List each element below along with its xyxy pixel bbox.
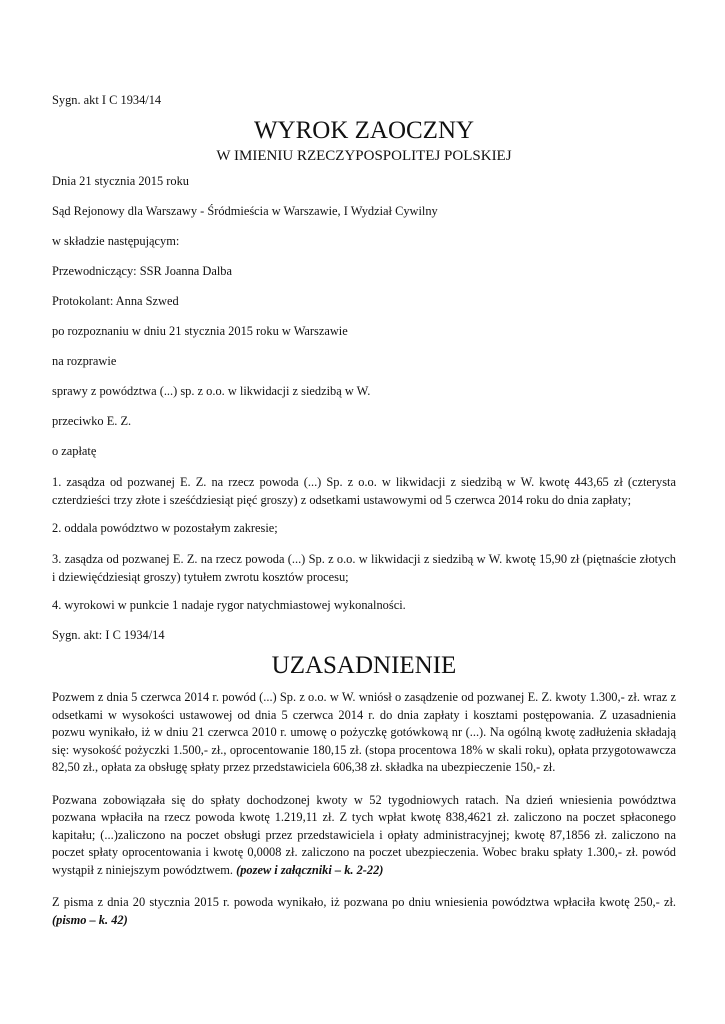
court-composition: w składzie następującym: — [52, 234, 180, 248]
court-name: Sąd Rejonowy dla Warszawy - Śródmieścia w Warszawie, I Wydział Cywilny — [52, 204, 438, 218]
session-type: na rozprawie — [52, 354, 117, 368]
paragraph-text: Pozwem z dnia 5 czerwca 2014 r. powód (...) Sp. z o.o. w W. wniósł o zasądzenie od pozwanej E. Z. kwoty 1.300,- zł. wraz z odsetkami w wysokości ustawowej od dnia 5 czerwca 2014 r. do dnia zapłaty i kosztami postępowania. Z uzasadnienia pozwu wynikało, iż w dniu 21 czerwca 2010 r. umowę o pożyczkę gotówkową nr (...). Na ogólną kwotę zadłużenia składają się: wysokość pożyczki 1.500,- zł., oprocentowanie 180,15 zł. (stopa procentowa 18% w skali roku), opłata przygotowawcza 82,50 zł., opłata za obsługę spłaty przez przedstawiciela 606,38 zł. składka na ubezpieczenie 150,- zł. — [52, 690, 676, 774]
justification-case-number: Sygn. akt: I C 1934/14 — [52, 628, 165, 642]
case-subject: o zapłatę — [52, 444, 97, 458]
document-page — [52, 92, 676, 944]
verdict-item-2: 2. oddala powództwo w pozostałym zakresie; — [52, 521, 278, 535]
judgment-subtitle: W IMIENIU RZECZYPOSPOLITEJ POLSKIEJ — [216, 148, 512, 164]
defendant: przeciwko E. Z. — [52, 414, 132, 428]
evidence-reference: (pismo – k. 42) — [52, 912, 128, 927]
presiding-judge: Przewodniczący: SSR Joanna Dalba — [52, 264, 232, 278]
justification-title: UZASADNIENIE — [271, 652, 457, 679]
evidence-reference: (pozew i załączniki – k. 2-22) — [236, 862, 384, 877]
verdict-item-1: 1. zasądza od pozwanej E. Z. na rzecz powoda (...) Sp. z o.o. w likwidacji z siedzibą w W. kwotę 443,65 zł (czterysta czterdzieści trzy złote i sześćdziesiąt pięć groszy) z odsetkami ustawowymi od 5 czerwca 2014 roku do dnia zapłaty; — [52, 475, 676, 507]
justification-paragraph-1 — [52, 689, 676, 777]
hearing-info: po rozpoznaniu w dniu 21 stycznia 2015 roku w Warszawie — [52, 324, 348, 338]
paragraph-text: Pozwana zobowiązała się do spłaty dochodzonej kwoty w 52 tygodniowych ratach. Na dzień wniesienia powództwa pozwana wpłaciła na rzecz powoda kwotę 1.219,11 zł. Z tych wpłat kwotę 838,4621 zł. zaliczono na poczet spłaconego kapitału; (...)zaliczono na poczet obsługi przez przedstawiciela i opłaty administracyjnej; kwotę 87,1856 zł. zaliczono na poczet spłaty oprocentowania i kwotę 0,0008 zł. zaliczono na poczet ubezpieczenia. Wobec braku spłaty 1.300,- zł. powód wystąpił z niniejszym powództwem. — [52, 792, 676, 877]
judgment-title: WYROK ZAOCZNY — [253, 117, 475, 144]
case-description: sprawy z powództwa (...) sp. z o.o. w likwidacji z siedzibą w W. — [52, 384, 371, 398]
case-number: Sygn. akt I C 1934/14 — [52, 93, 162, 107]
court-clerk: Protokolant: Anna Szwed — [52, 294, 179, 308]
judgment-date: Dnia 21 stycznia 2015 roku — [52, 174, 189, 188]
verdict-item-3: 3. zasądza od pozwanej E. Z. na rzecz powoda (...) Sp. z o.o. w likwidacji z siedzibą w W. kwotę 15,90 zł (piętnaście złotych i dziewięćdziesiąt groszy) tytułem zwrotu kosztów procesu; — [52, 552, 676, 584]
justification-paragraph-2 — [52, 792, 676, 880]
verdict-item-4: 4. wyrokowi w punkcie 1 nadaje rygor natychmiastowej wykonalności. — [52, 598, 406, 612]
justification-paragraph-3 — [52, 894, 676, 929]
paragraph-text: Z pisma z dnia 20 stycznia 2015 r. powoda wynikało, iż pozwana po dniu wniesienia powództwa wpłaciła kwotę 250,- zł. — [52, 895, 676, 909]
